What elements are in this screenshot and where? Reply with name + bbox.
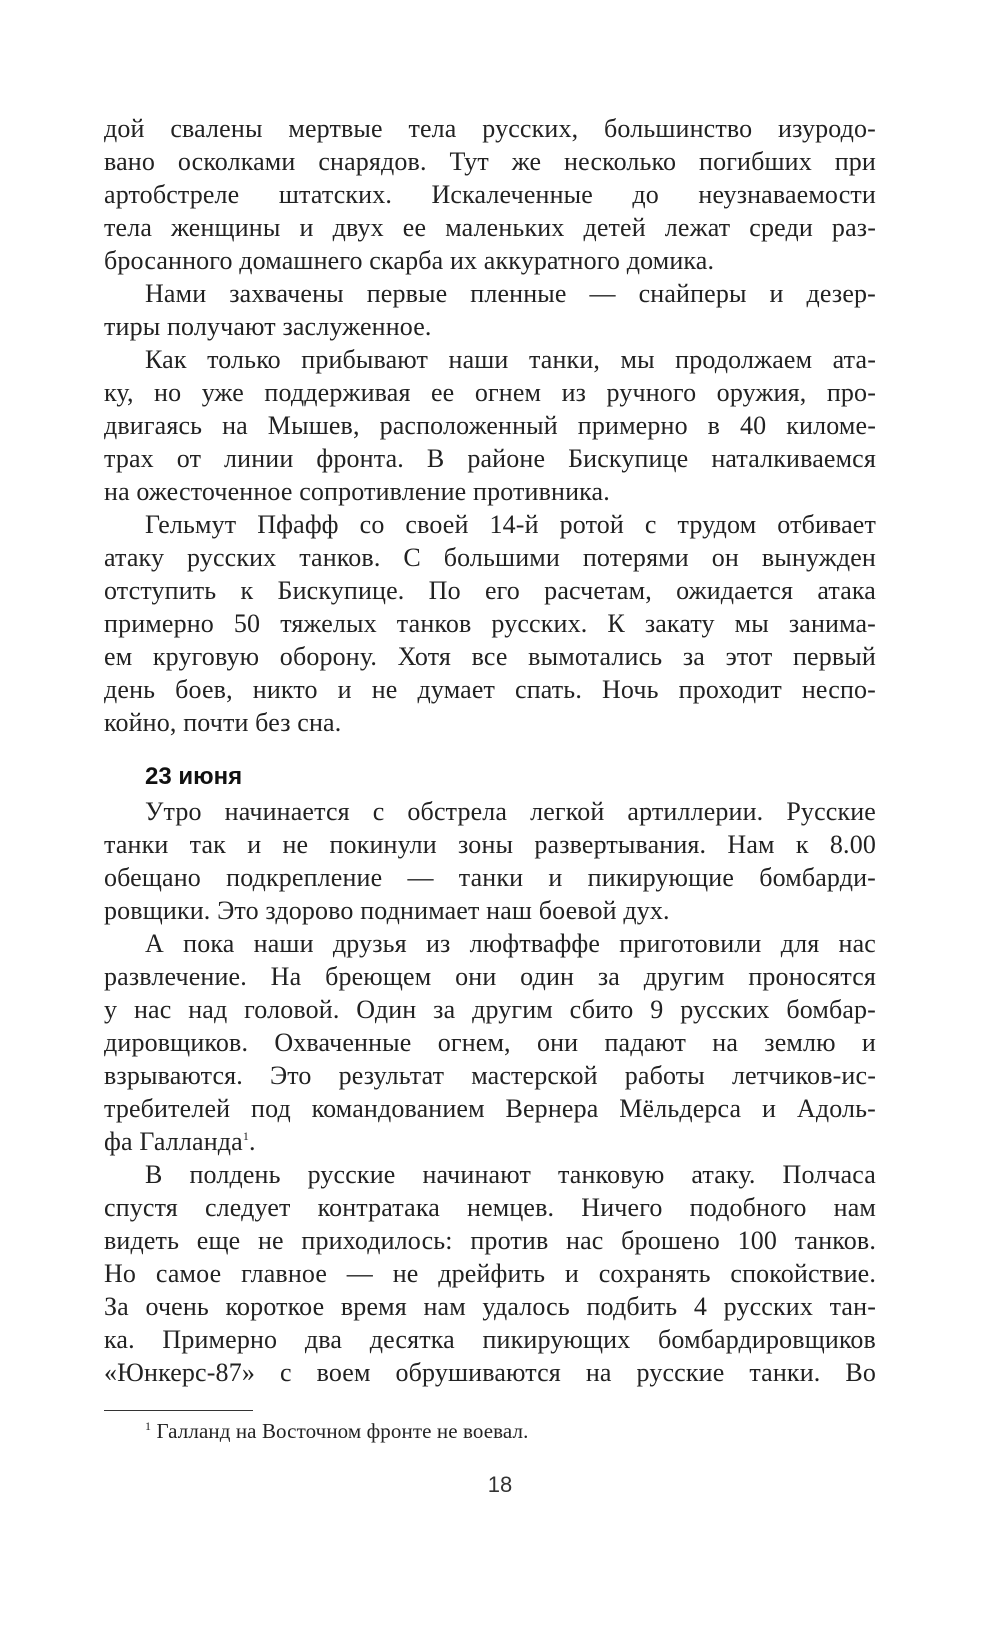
text-line: обещано подкрепление — танки и пикирующие бомбарди-: [104, 863, 876, 892]
text-line: тиры получают заслуженное.: [104, 312, 432, 341]
text-line: тела женщины и двух ее маленьких детей лежат среди раз-: [104, 213, 876, 242]
text-line: день боев, никто и не думает спать. Ночь проходит неспо-: [104, 675, 876, 704]
text-line: ем круговую оборону. Хотя все вымотались за этот первый: [104, 642, 876, 671]
footnote-divider: [104, 1410, 253, 1411]
text-line: «Юнкерс-87» с воем обрушиваются на русские танки. Во: [104, 1358, 876, 1387]
text-line: ку, но уже поддерживая ее огнем из ручного оружия, про-: [104, 378, 876, 407]
text-line: артобстреле штатских. Искалеченные до неузнаваемости: [104, 180, 876, 209]
footnote-text: Галланд на Восточном фронте не воевал.: [156, 1419, 529, 1443]
text-line: Как только прибывают наши танки, мы продолжаем ата-: [145, 345, 876, 374]
text-line: вано осколками снарядов. Тут же несколько погибших при: [104, 147, 876, 176]
text-line: на ожесточенное сопротивление противника.: [104, 477, 610, 506]
text-line: Нами захвачены первые пленные — снайперы и дезер-: [145, 279, 876, 308]
text-line: койно, почти без сна.: [104, 708, 342, 737]
text-line: Гельмут Пфафф со своей 14-й ротой с трудом отбивает: [145, 510, 876, 539]
text-line: [104, 1125, 876, 1158]
text-line: трах от линии фронта. В районе Бискупице наталкиваемся: [104, 444, 876, 473]
text-line: примерно 50 тяжелых танков русских. К закату мы занима-: [104, 609, 876, 638]
text-fragment: .: [249, 1127, 256, 1156]
text-line: развлечение. На бреющем они один за другим проносятся: [104, 962, 876, 991]
footnote-reference[interactable]: 1: [242, 1129, 250, 1143]
footnote: [145, 1416, 528, 1446]
text-block-bottom: [104, 795, 876, 1389]
text-line: отступить к Бискупице. По его расчетам, ожидается атака: [104, 576, 876, 605]
text-fragment: фа Галланда: [104, 1127, 243, 1156]
text-line: ка. Примерно два десятка пикирующих бомбардировщиков: [104, 1325, 876, 1354]
text-line: требителей под командованием Вернера Мёльдерса и Адоль-: [104, 1094, 876, 1123]
text-line: дировщиков. Охваченные огнем, они падают на землю и: [104, 1028, 876, 1057]
text-line: видеть еще не приходилось: против нас брошено 100 танков.: [104, 1226, 876, 1255]
text-line: бросанного домашнего скарба их аккуратного домика.: [104, 246, 715, 275]
text-line: взрываются. Это результат мастерской работы летчиков-ис-: [104, 1061, 876, 1090]
text-line: А пока наши друзья из люфтваффе приготовили для нас: [145, 929, 876, 958]
text-line: танки так и не покинули зоны развертывания. Нам к 8.00: [104, 830, 876, 859]
text-line: дой свалены мертвые тела русских, большинство изуродо-: [104, 114, 876, 143]
text-block-top: [104, 112, 876, 739]
section-heading: 23 июня: [145, 763, 243, 790]
page-number: 18: [487, 1472, 513, 1497]
text-line: атаку русских танков. С большими потерями он вынужден: [104, 543, 876, 572]
text-line: спустя следует контратака немцев. Ничего подобного нам: [104, 1193, 876, 1222]
text-line: у нас над головой. Один за другим сбито 9 русских бомбар-: [104, 995, 876, 1024]
text-line: Но самое главное — не дрейфить и сохранять спокойствие.: [104, 1259, 876, 1288]
text-line: Утро начинается с обстрела легкой артиллерии. Русские: [145, 797, 876, 826]
footnote-mark: 1: [145, 1419, 152, 1433]
text-line: За очень короткое время нам удалось подбить 4 русских тан-: [104, 1292, 876, 1321]
text-line: В полдень русские начинают танковую атаку. Полчаса: [145, 1160, 876, 1189]
text-line: ровщики. Это здорово поднимает наш боевой дух.: [104, 896, 670, 925]
text-line: двигаясь на Мышев, расположенный примерно в 40 киломе-: [104, 411, 876, 440]
